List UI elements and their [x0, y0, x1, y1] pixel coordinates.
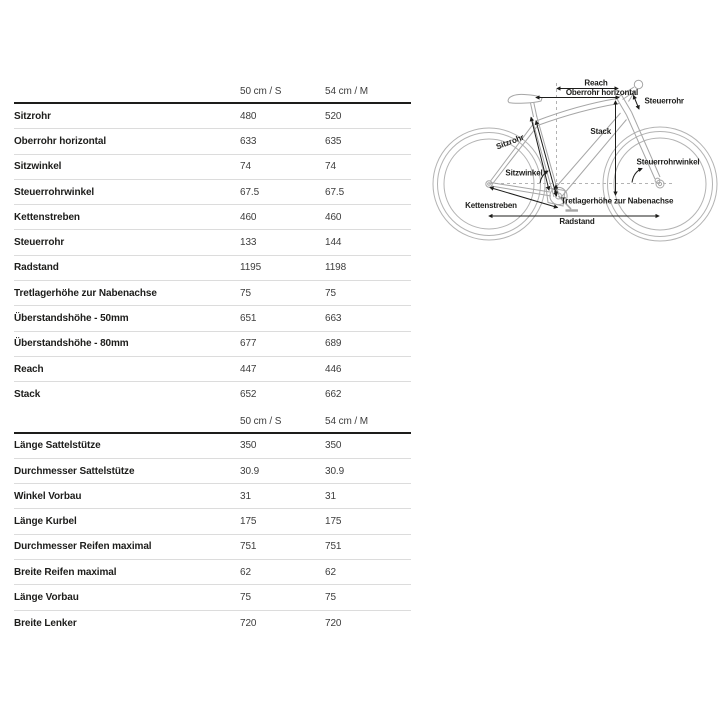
row-value: 350: [240, 440, 257, 452]
row-value: 635: [325, 135, 342, 147]
row-value: 67.5: [240, 186, 260, 198]
table-row: [14, 585, 411, 610]
steuerrohrwinkel-annotation: [632, 158, 699, 183]
row-label: Stack: [14, 389, 41, 401]
row-value: 652: [240, 389, 257, 401]
row-value: 75: [240, 591, 251, 603]
sitzwinkel-label: Sitzwinkel: [505, 168, 543, 178]
row-value: 350: [325, 440, 342, 452]
row-label: Überstandshöhe - 50mm: [14, 313, 129, 325]
row-label: Steuerrohrwinkel: [14, 186, 95, 198]
row-value: 75: [240, 287, 251, 299]
table-row: [14, 129, 411, 154]
row-value: 67.5: [325, 186, 345, 198]
top-tube: [536, 99, 617, 122]
row-value: 460: [325, 211, 342, 223]
radstand-label: Radstand: [559, 217, 595, 226]
row-value: 144: [325, 237, 342, 249]
row-value: 1198: [325, 262, 347, 274]
row-value: 62: [240, 566, 251, 578]
row-label: Radstand: [14, 262, 59, 274]
saddle: [508, 94, 542, 103]
row-value: 31: [240, 490, 251, 502]
stack-label: Stack: [590, 127, 611, 136]
sitzwinkel-annotation: [505, 169, 548, 184]
row-value: 677: [240, 338, 257, 350]
steuerrohr-annotation: [634, 96, 684, 110]
table-row: [14, 230, 411, 255]
table-row: [14, 560, 411, 585]
geometry-table-body: [14, 104, 411, 408]
row-value: 74: [240, 161, 251, 173]
oberrohr-label: Oberrohr horizontal: [565, 87, 639, 97]
row-value: 663: [325, 313, 342, 325]
steuerrohr-label: Steuerrohr: [644, 96, 684, 106]
down-tube: [554, 113, 621, 190]
row-value: 446: [325, 363, 342, 375]
row-label: Länge Kurbel: [14, 516, 77, 528]
table-row: [14, 434, 411, 459]
row-label: Breite Reifen maximal: [14, 566, 117, 578]
row-value: 133: [240, 237, 257, 249]
components-table-body: [14, 434, 411, 636]
table-row: [14, 155, 411, 180]
row-label: Steuerrohr: [14, 237, 65, 249]
row-label: Reach: [14, 363, 44, 375]
table-row: [14, 484, 411, 509]
row-label: Kettenstreben: [14, 211, 80, 223]
table-row: [14, 357, 411, 382]
row-value: 651: [240, 313, 257, 325]
table-row: [14, 611, 411, 636]
row-label: Durchmesser Reifen maximal: [14, 541, 152, 553]
size-column-header-m: 54 cm / M: [325, 86, 368, 97]
row-value: 480: [240, 110, 257, 122]
row-value: 662: [325, 389, 342, 401]
size-column-header-s: 50 cm / S: [240, 86, 282, 97]
row-label: Sitzwinkel: [14, 161, 62, 173]
steuerrohrwinkel-label: Steuerrohrwinkel: [636, 157, 700, 167]
row-value: 460: [240, 211, 257, 223]
row-label: Oberrohr horizontal: [14, 135, 106, 147]
table-row: [14, 332, 411, 357]
row-value: 1195: [240, 262, 262, 274]
size-column-header-s: 50 cm / S: [240, 415, 282, 427]
table-row: [14, 281, 411, 306]
table-row: [14, 104, 411, 129]
row-value: 30.9: [240, 465, 260, 477]
geometry-table: [14, 82, 411, 408]
table-row: [14, 535, 411, 560]
row-value: 175: [325, 516, 342, 528]
row-value: 175: [240, 516, 257, 528]
tretlagerhoehe-label: Tretlagerhöhe zur Nabenachse: [561, 196, 674, 206]
row-value: 720: [325, 617, 342, 629]
table-row: [14, 382, 411, 407]
row-value: 751: [325, 541, 342, 553]
sitzrohr-label: Sitzrohr: [494, 132, 526, 152]
steuerrohr-arrow: [634, 96, 640, 110]
components-table-header: [14, 413, 411, 434]
table-row: [14, 180, 411, 205]
oberrohr-annotation: [536, 88, 638, 98]
row-value: 75: [325, 287, 336, 299]
row-label: Überstandshöhe - 80mm: [14, 338, 129, 350]
row-value: 74: [325, 161, 336, 173]
row-label: Sitzrohr: [14, 110, 51, 122]
row-label: Tretlagerhöhe zur Nabenachse: [14, 287, 157, 299]
table-row: [14, 256, 411, 281]
steuerrohrwinkel-arc: [632, 169, 642, 183]
table-row: [14, 306, 411, 331]
spec-tables: [14, 82, 411, 636]
table-row: [14, 509, 411, 534]
row-value: 633: [240, 135, 257, 147]
kettenstreben-label: Kettenstreben: [465, 201, 517, 210]
geometry-table-header: [14, 82, 411, 104]
row-label: Länge Vorbau: [14, 591, 79, 603]
row-label: Breite Lenker: [14, 617, 77, 629]
row-value: 689: [325, 338, 342, 350]
components-table: [14, 413, 411, 636]
reach-label: Reach: [584, 78, 608, 88]
row-value: 447: [240, 363, 257, 375]
size-column-header-m: 54 cm / M: [325, 415, 368, 427]
row-value: 520: [325, 110, 342, 122]
table-row: [14, 205, 411, 230]
row-label: Durchmesser Sattelstütze: [14, 465, 135, 477]
row-value: 720: [240, 617, 257, 629]
row-label: Winkel Vorbau: [14, 490, 82, 502]
row-value: 30.9: [325, 465, 345, 477]
row-value: 75: [325, 591, 336, 603]
row-label: Länge Sattelstütze: [14, 440, 101, 452]
row-value: 62: [325, 566, 336, 578]
table-row: [14, 459, 411, 484]
bike-geometry-diagram: [430, 60, 720, 260]
row-value: 31: [325, 490, 336, 502]
row-value: 751: [240, 541, 257, 553]
